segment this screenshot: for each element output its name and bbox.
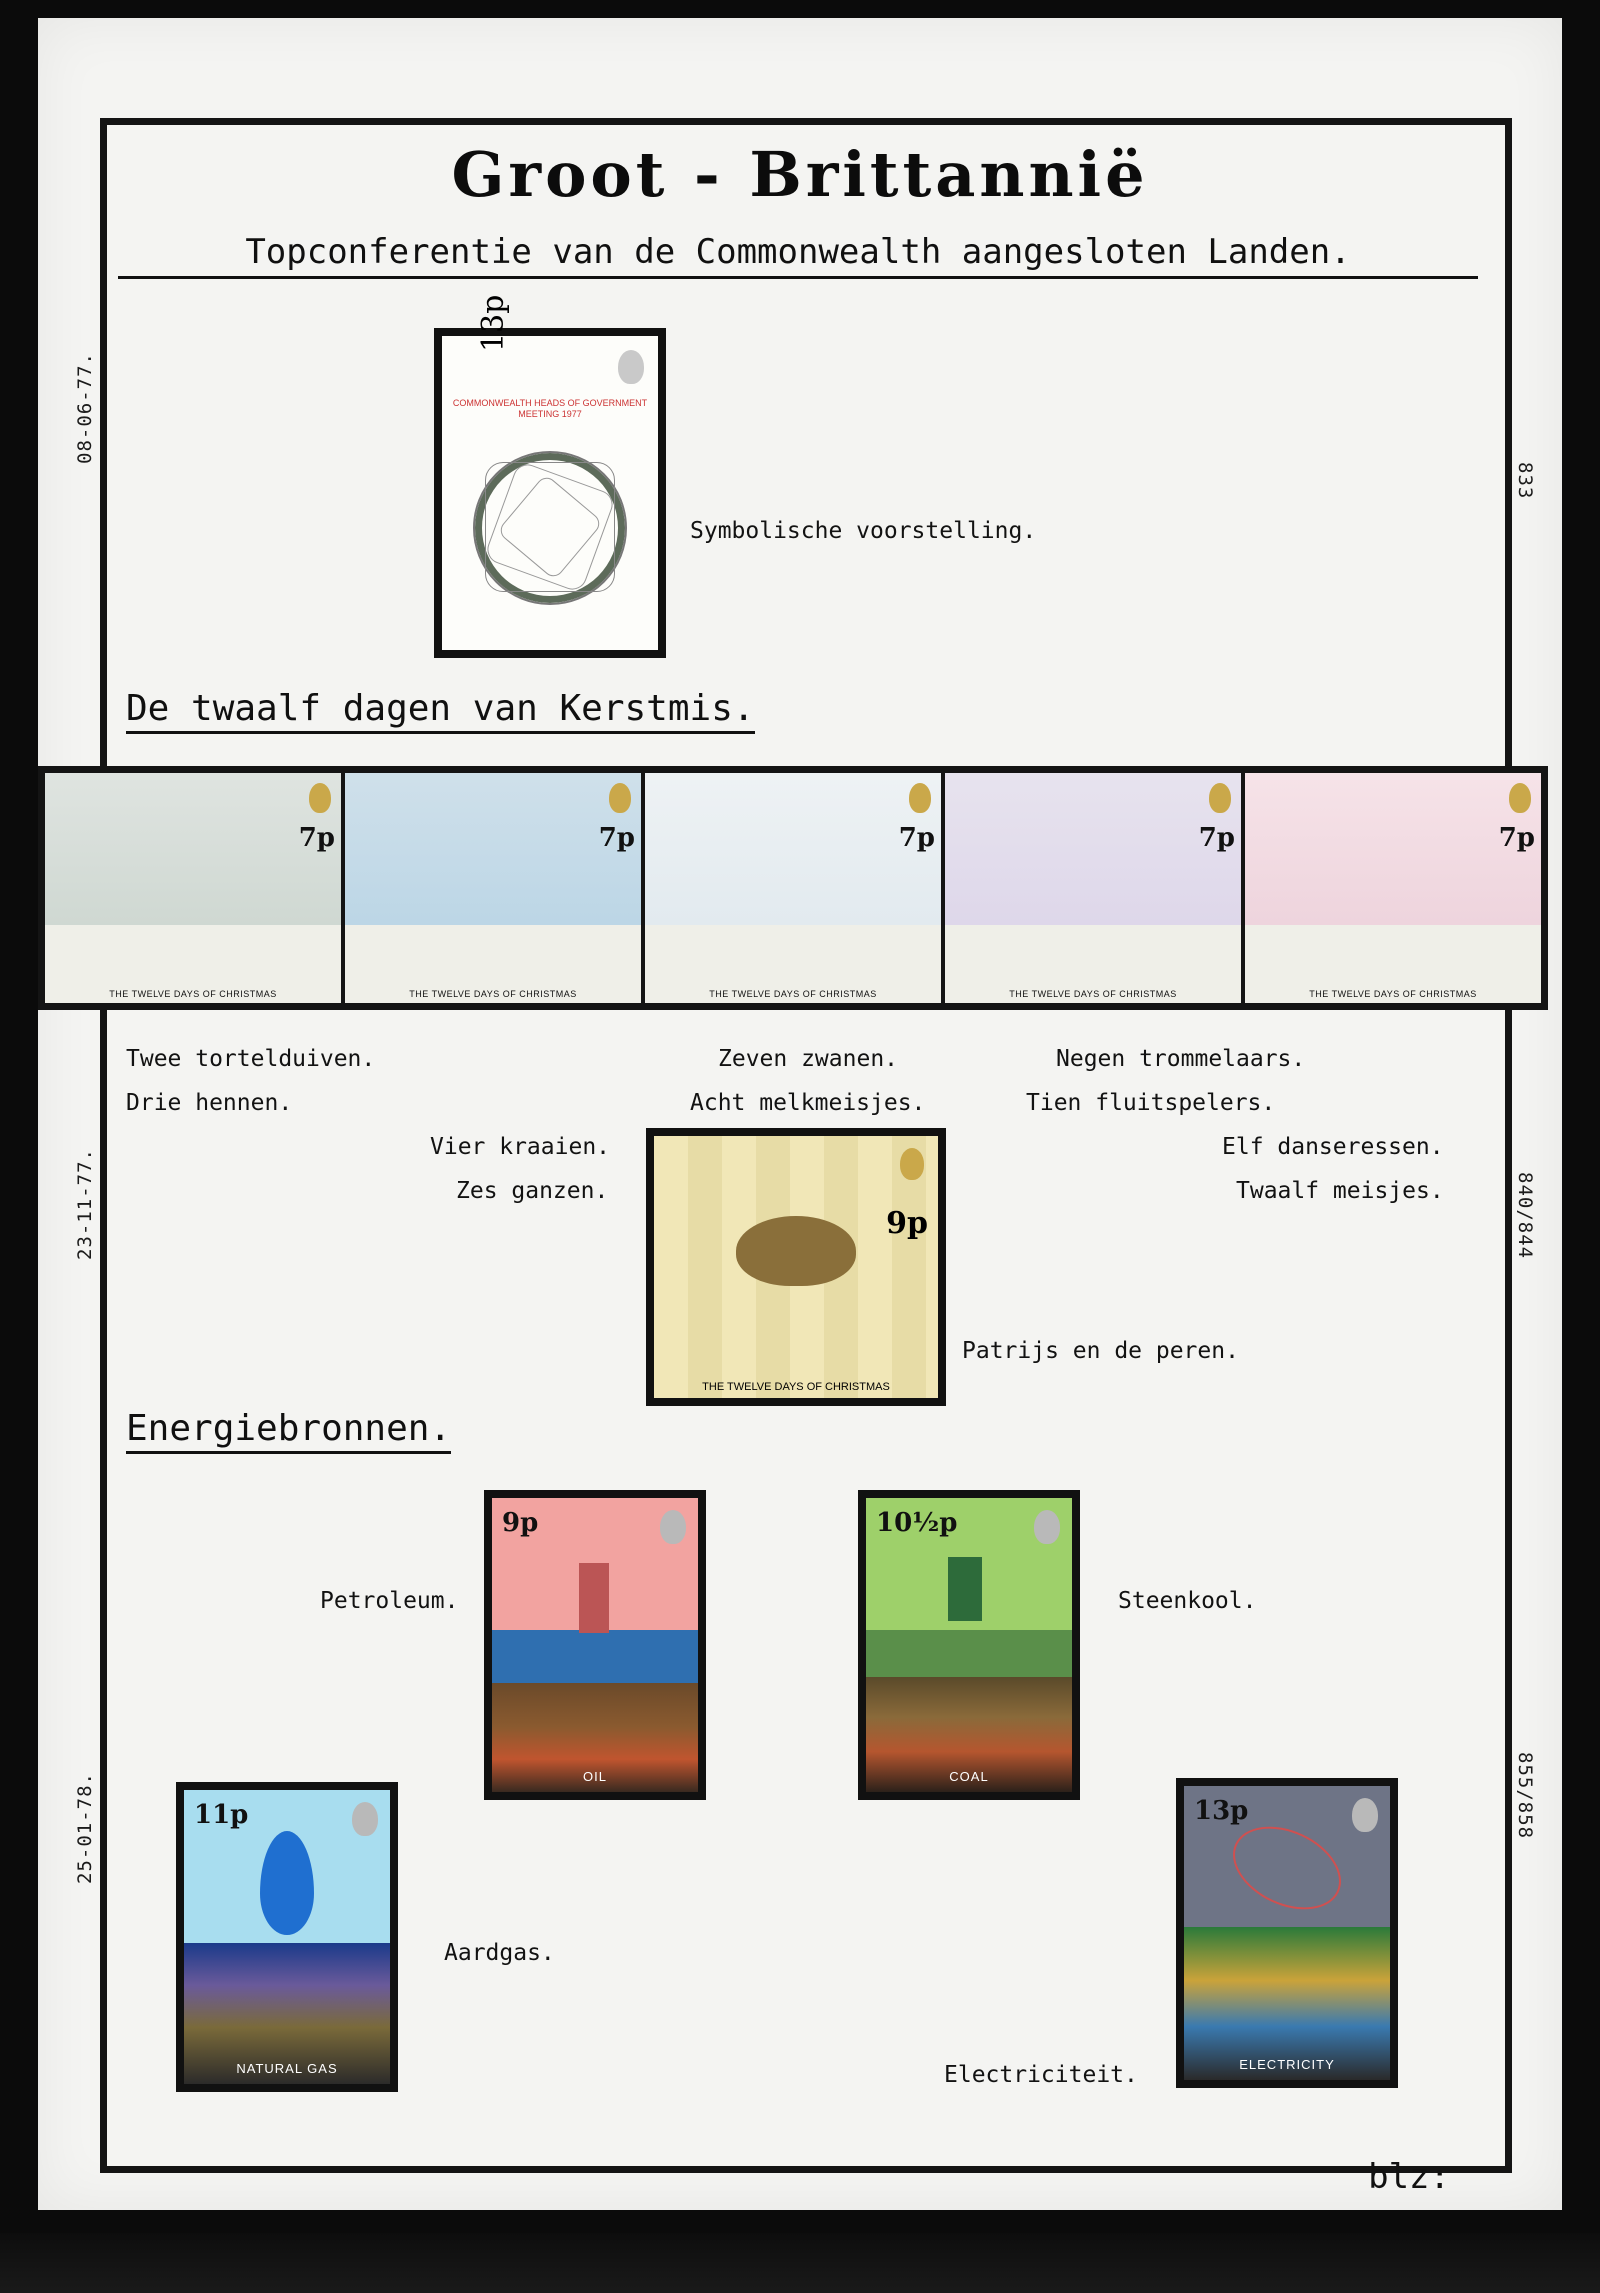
caption-christmas-9: Elf danseressen.: [1222, 1134, 1444, 1160]
stamp-art-ground: [866, 1630, 1072, 1677]
stamp-label: NATURAL GAS: [236, 2061, 338, 2076]
stamp-face: [654, 1136, 938, 1398]
caption-commonwealth: Symbolische voorstelling.: [690, 518, 1037, 544]
stamp-denomination: 10½p: [876, 1508, 958, 1538]
stamp-denomination: 11p: [194, 1800, 249, 1830]
queen-head-icon: [900, 1148, 924, 1180]
stamp-art: [645, 773, 941, 925]
page-footer: blz:: [1368, 2157, 1450, 2197]
queen-head-icon: [618, 350, 644, 384]
stamp-twelve-days-3[interactable]: [645, 773, 941, 1003]
partridge-icon: [736, 1216, 856, 1286]
stamp-inscription: THE TWELVE DAYS OF CHRISTMAS: [45, 985, 341, 1003]
stamp-commonwealth[interactable]: [434, 294, 666, 658]
caption-partridge: Patrijs en de peren.: [962, 1338, 1239, 1364]
stamp-art: [945, 773, 1241, 925]
oil-rig-icon: [579, 1563, 609, 1633]
catalogue-number-1: 833: [1514, 462, 1536, 500]
stamp-label: ELECTRICITY: [1239, 2057, 1335, 2072]
page-subtitle: Topconferentie van de Commonwealth aangesloten Landen.: [118, 232, 1478, 279]
stamp-inscription: THE TWELVE DAYS OF CHRISTMAS: [1245, 985, 1541, 1003]
queen-head-icon: [609, 783, 631, 813]
queen-head-icon: [1352, 1798, 1378, 1832]
date-stamp-1: 08-06-77.: [74, 352, 96, 464]
stamp-partridge[interactable]: [646, 1128, 946, 1406]
stamp-label: OIL: [583, 1769, 607, 1784]
date-stamp-3: 25-01-78.: [74, 1772, 96, 1884]
stamp-denomination: 7p: [1498, 823, 1535, 853]
queen-head-icon: [1509, 783, 1531, 813]
queen-head-icon: [660, 1510, 686, 1544]
stamp-twelve-days-4[interactable]: [945, 773, 1241, 1003]
stamp-denomination: 7p: [898, 823, 935, 853]
stamp-denomination: 7p: [298, 823, 335, 853]
stamp-face: [492, 1498, 698, 1792]
stamp-denomination: 9p: [502, 1508, 539, 1538]
stamp-inscription: THE TWELVE DAYS OF CHRISTMAS: [702, 1381, 890, 1393]
queen-head-icon: [1209, 783, 1231, 813]
stamp-strip-twelve-days[interactable]: [38, 766, 1548, 1010]
catalogue-number-3: 855/858: [1514, 1752, 1536, 1840]
caption-christmas-7: Negen trommelaars.: [1056, 1046, 1306, 1072]
pithead-icon: [948, 1557, 982, 1621]
stamp-oil[interactable]: [484, 1490, 706, 1800]
decorative-web: [485, 462, 615, 592]
stamp-face: [1184, 1786, 1390, 2080]
queen-head-icon: [909, 783, 931, 813]
caption-natural-gas: Aardgas.: [444, 1940, 555, 1966]
date-stamp-2: 23-11-77.: [74, 1148, 96, 1260]
page-bottom-edge: [0, 2233, 1600, 2293]
stamp-art: [1245, 773, 1541, 925]
caption-christmas-1: Twee tortelduiven.: [126, 1046, 376, 1072]
stamp-denomination: 9p: [886, 1206, 928, 1241]
stamp-inscription: THE TWELVE DAYS OF CHRISTMAS: [645, 985, 941, 1003]
section-title-energy: Energiebronnen.: [126, 1408, 451, 1454]
stamp-face: [184, 1790, 390, 2084]
stamp-label: COAL: [949, 1769, 989, 1784]
caption-christmas-2: Drie hennen.: [126, 1090, 293, 1116]
queen-head-icon: [309, 783, 331, 813]
caption-christmas-4: Zes ganzen.: [456, 1178, 609, 1204]
stamp-denomination: 7p: [1198, 823, 1235, 853]
queen-head-icon: [1034, 1510, 1060, 1544]
caption-christmas-6: Acht melkmeisjes.: [690, 1090, 926, 1116]
caption-christmas-10: Twaalf meisjes.: [1236, 1178, 1444, 1204]
stamp-natural-gas[interactable]: [176, 1782, 398, 2092]
caption-oil: Petroleum.: [320, 1588, 459, 1614]
caption-christmas-3: Vier kraaien.: [430, 1134, 611, 1160]
section-title-christmas: De twaalf dagen van Kerstmis.: [126, 688, 755, 734]
stamp-art-sea: [492, 1630, 698, 1683]
queen-head-icon: [352, 1802, 378, 1836]
stamp-inscription: COMMONWEALTH HEADS OF GOVERNMENT MEETING 1977: [452, 398, 648, 419]
stamp-face: [866, 1498, 1072, 1792]
caption-electricity: Electriciteit.: [944, 2062, 1138, 2088]
stamp-denomination: 7p: [598, 823, 635, 853]
stamp-inscription: THE TWELVE DAYS OF CHRISTMAS: [945, 985, 1241, 1003]
stamp-art: [45, 773, 341, 925]
stamp-face: [442, 294, 658, 650]
stamp-inscription: THE TWELVE DAYS OF CHRISTMAS: [345, 985, 641, 1003]
catalogue-number-2: 840/844: [1514, 1172, 1536, 1260]
stamp-denomination: 13p: [476, 294, 511, 352]
stamp-twelve-days-1[interactable]: [45, 773, 341, 1003]
stamp-electricity[interactable]: [1176, 1778, 1398, 2088]
stamp-art: [345, 773, 641, 925]
stamp-twelve-days-5[interactable]: [1245, 773, 1541, 1003]
stamp-denomination: 13p: [1194, 1796, 1249, 1826]
caption-christmas-8: Tien fluitspelers.: [1026, 1090, 1276, 1116]
caption-christmas-5: Zeven zwanen.: [718, 1046, 899, 1072]
stamp-coal[interactable]: [858, 1490, 1080, 1800]
page-title: Groot - Brittannië: [451, 138, 1149, 211]
stamp-twelve-days-2[interactable]: [345, 773, 641, 1003]
caption-coal: Steenkool.: [1118, 1588, 1257, 1614]
